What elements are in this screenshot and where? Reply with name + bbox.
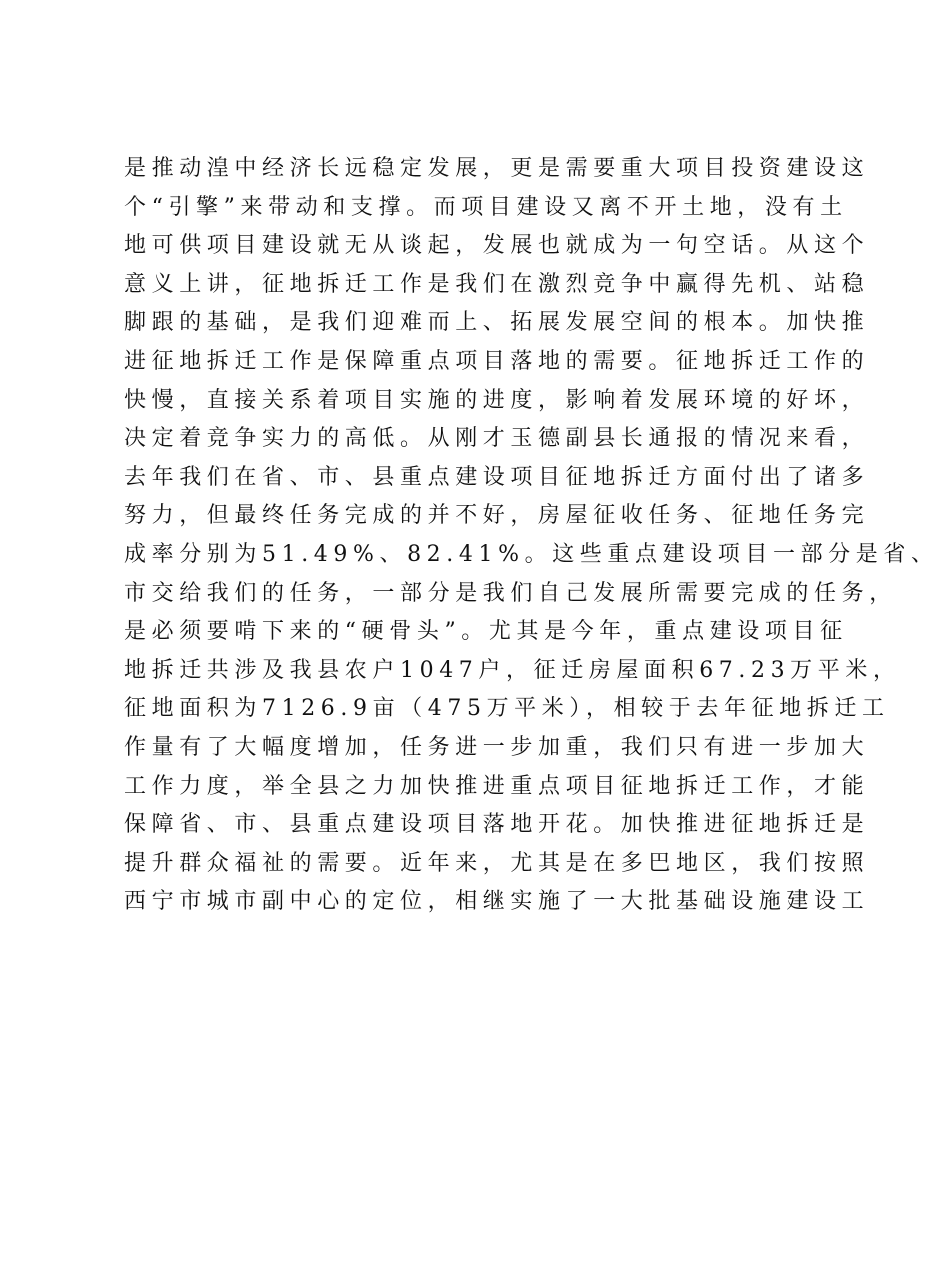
text-line: 努力，但最终任务完成的并不好，房屋征收任务、征地任务完 — [124, 503, 870, 529]
text-line: 工作力度，举全县之力加快推进重点项目征地拆迁工作，才能 — [124, 773, 870, 799]
text-line: 脚跟的基础，是我们迎难而上、拓展发展空间的根本。加快推 — [124, 310, 870, 336]
text-line: 保障省、市、县重点建设项目落地开花。加快推进征地拆迁是 — [124, 812, 870, 838]
text-line: 是必须要啃下来的“硬骨头”。尤其是今年，重点建设项目征 — [124, 619, 848, 645]
text-line: 个“引擎”来带动和支撑。而项目建设又离不开土地，没有土 — [124, 194, 848, 220]
text-line: 决定着竞争实力的高低。从刚才玉德副县长通报的情况来看， — [124, 426, 870, 452]
text-line: 地拆迁共涉及我县农户1047户，征迁房屋面积67.23万平米， — [124, 657, 901, 683]
text-line: 西宁市城市副中心的定位，相继实施了一大批基础设施建设工 — [124, 889, 870, 915]
text-line: 快慢，直接关系着项目实施的进度，影响着发展环境的好坏， — [124, 387, 870, 413]
text-line: 征地面积为7126.9亩（475万平米），相较于去年征地拆迁工 — [124, 696, 890, 722]
text-line: 地可供项目建设就无从谈起，发展也就成为一句空话。从这个 — [124, 233, 870, 259]
text-line: 进征地拆迁工作是保障重点项目落地的需要。征地拆迁工作的 — [124, 348, 870, 374]
text-line: 提升群众福祉的需要。近年来，尤其是在多巴地区，我们按照 — [124, 850, 870, 876]
text-line: 去年我们在省、市、县重点建设项目征地拆迁方面付出了诸多 — [124, 464, 870, 490]
text-line: 是推动湟中经济长远稳定发展，更是需要重大项目投资建设这 — [124, 156, 870, 181]
text-line: 市交给我们的任务，一部分是我们自己发展所需要完成的任务， — [124, 580, 897, 606]
text-line: 作量有了大幅度增加，任务进一步加重，我们只有进一步加大 — [124, 734, 870, 760]
text-line: 成率分别为51.49%、82.41%。这些重点建设项目一部分是省、 — [124, 541, 939, 567]
body-paragraph — [124, 150, 939, 922]
text-line: 意义上讲，征地拆迁工作是我们在激烈竞争中赢得先机、站稳 — [124, 271, 870, 297]
